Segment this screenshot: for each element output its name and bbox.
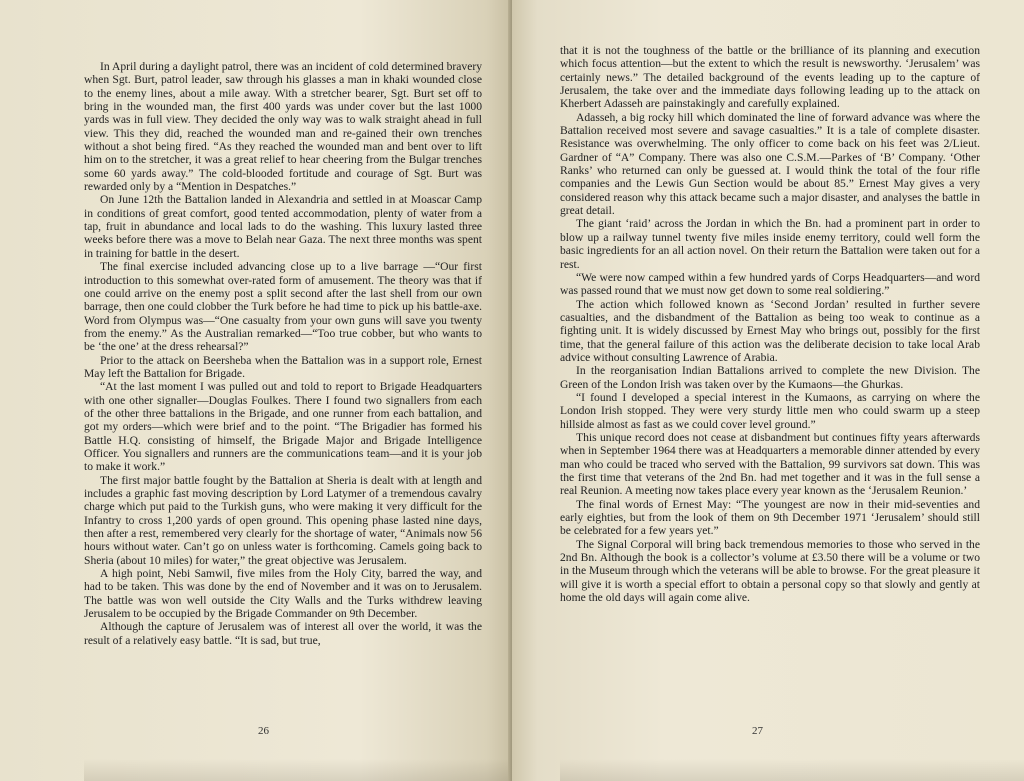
page-number: 27	[752, 725, 763, 737]
paragraph: The final words of Ernest May: “The youngest are now in their mid-seventies and early eighties, but from the look of them on 9th December 1971 ‘Jerusalem’ should still be celebrated for a few years yet.”	[560, 497, 980, 538]
paragraph: The giant ‘raid’ across the Jordan in which the Bn. had a prominent part in order to blow up a railway tunnel twenty five miles inside enemy territory, could well form the basic ingredients for an all action novel. On their return the Battalion were taken out for a rest.	[560, 217, 980, 271]
page-edge-shadow	[560, 759, 1024, 781]
paragraph: In the reorganisation Indian Battalions arrived to complete the new Division. The Green of the London Irish was taken over by the Kumaons—the Ghurkas.	[560, 364, 980, 391]
left-page-text	[84, 60, 482, 647]
paragraph: The first major battle fought by the Battalion at Sheria is dealt with at length and includes a graphic fast moving description by Lord Latymer of a tremendous cavalry charge which put paid to the Turkish guns, who were making it very difficult for the Infantry to cross 1,200 yards of open ground. This opening phase lasted nine days, then after a rest, remembered very clearly for the shortage of water, “Animals now 56 hours without water. Can’t go on unless water is forthcoming. Camels going back to Sheria (about 10 miles) for water,” the great objective was Jerusalem.	[84, 473, 482, 567]
paragraph: The final exercise included advancing close up to a live barrage —“Our first introduction to this somewhat over-rated form of amusement. The theory was that if one could arrive on the enemy post a split second after the last shell from our own barrage, then one could clobber the Turk before he had time to pick up his battle-axe. Word from Olympus was—“One casualty from your own guns will save you twenty from the enemy.” As the Australian remarked—“Too true cobber, but who wants to be ‘the one’ at the dress rehearsal?”	[84, 260, 482, 354]
paragraph: “At the last moment I was pulled out and told to report to Brigade Headquarters with one other signaller—Douglas Foulkes. There I found two signallers from each of the other three battalions in the Brigade, and one runner from each battalion, and got my orders—which were brief and to the point. “The Brigadier has formed his Battle H.Q. consisting of himself, the Brigade Major and Brigade Intelligence Officer. You signallers and runners are the communications team—and it is your job to make it work.”	[84, 380, 482, 474]
paragraph: This unique record does not cease at disbandment but continues fifty years afterwards when in September 1964 there was at Headquarters a memorable dinner attended by every man who could be traced who served with the Battalion, 99 survivors sat down. This was the first time that veterans of the 2nd Bn. had met together and it was in the full sense a real Reunion. A meeting now takes place every year known as the ‘Jerusalem Reunion.’	[560, 430, 980, 498]
paragraph: The Signal Corporal will bring back tremendous memories to those who served in the 2nd Bn. Although the book is a collector’s volume at £3.50 there will be a volume or two in the Museum through which the veterans will be able to browse. For the great pleasure it will give it is worth a special effort to obtain a personal copy so that slowly and gently at home the old days will again come alive.	[560, 537, 980, 605]
page-number: 26	[258, 725, 269, 737]
paragraph: Although the capture of Jerusalem was of interest all over the world, it was the result of a relatively easy battle. “It is sad, but true,	[84, 620, 482, 647]
paragraph: “I found I developed a special interest in the Kumaons, as carrying on where the London Irish stopped. They were very sturdy little men who could swarm up a steep hillside almost as fast as we could cover level ground.”	[560, 390, 980, 431]
paragraph: In April during a daylight patrol, there was an incident of cold determined bravery when Sgt. Burt, patrol leader, saw through his glasses a man in khaki wounded close to the enemy lines, about a mile away. With a stretcher bearer, Sgt. Burt set off to bring in the wounded man, the first 400 yards was under cover but the last 1000 yards was in full view. They decided the only way was to walk straight ahead in full view. This they did, reached the wounded man and re-gained their own trenches without a shot being fired. “As they reached the wounded man and bent over to lift him on to the stretcher, it was a great relief to hear cheering from the Bulgar trenches some 60 yards away.” The cold-blooded fortitude and courage of Sgt. Burt was rewarded only by a “Mention in Despatches.”	[84, 60, 482, 194]
paragraph: Prior to the attack on Beersheba when the Battalion was in a support role, Ernest May left the Battalion for Brigade.	[84, 353, 482, 380]
right-page-text	[560, 44, 980, 604]
paragraph: that it is not the toughness of the battle or the brilliance of its planning and execution which focus attention—but the extent to which the result is newsworthy. ‘Jerusalem’ was certainly news.” The detailed background of the events leading up to the capture of Jerusalem, the take over and the immediate days following leading up to the attack on Kherbert Adasseh are painstakingly and carefully explained.	[560, 44, 980, 111]
paragraph: “We were now camped within a few hundred yards of Corps Headquarters—and word was passed round that we must now get down to some real soldiering.”	[560, 270, 980, 298]
paragraph: Adasseh, a big rocky hill which dominated the line of forward advance was where the Battalion received most severe and savage casualties.” It is a tale of complete disaster. Resistance was overwhelming. The only officer to come back on his feet was 2/Lieut. Gardner of “A” Company. There was also one C.S.M.—Parkes of ‘B’ Company. ‘Other Ranks’ who returned can only be guessed at. I would think the total of the four rifle companies and the Lewis Gun Section would be about 85.” Ernest May gives a very considered reason why this attack became such a major disaster, and analyses the battle in great detail.	[560, 110, 980, 218]
page-edge-shadow	[84, 759, 512, 781]
right-page	[512, 0, 1024, 781]
paragraph: A high point, Nebi Samwil, five miles from the Holy City, barred the way, and had to be taken. This was done by the end of November and it was on to Jerusalem. The battle was won well outside the City Walls and the Turks withdrew leaving Jerusalem to be occupied by the Brigade Commander on 9th December.	[84, 567, 482, 621]
paragraph: On June 12th the Battalion landed in Alexandria and settled in at Moascar Camp in conditions of great comfort, good tented accommodation, plenty of water from a tap, fruit in abundance and local lads to do the washing. This luxury lasted three weeks before there was a move to Belah near Gaza. The next three months was spent in training for battle in the desert.	[84, 193, 482, 260]
paragraph: The action which followed known as ‘Second Jordan’ resulted in further severe casualties, and the disbandment of the Battalion as being too weak to continue as a fighting unit. It is widely discussed by Ernest May who brings out, possibly for the first time, that the general failure of this action was the deliberate decision to take local Arab advice without consulting Lawrence of Arabia.	[560, 297, 980, 364]
